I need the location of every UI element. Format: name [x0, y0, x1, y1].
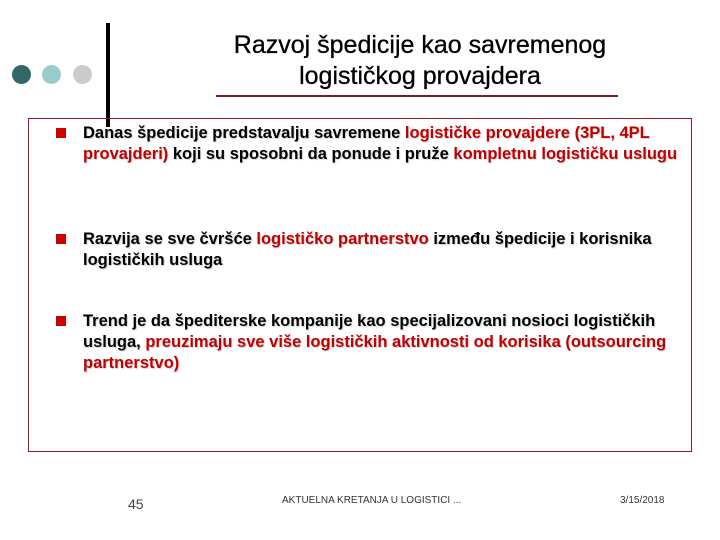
title-line-1: Razvoj špedicije kao savremenog	[233, 31, 607, 59]
highlight-segment: kompletnu logističku uslugu	[453, 145, 678, 163]
highlight-segment: logističko partnerstvo	[256, 230, 429, 248]
footer-page-number: 45	[128, 496, 144, 512]
bullet-square-icon	[56, 128, 66, 138]
decoration-dot-gray	[73, 65, 92, 84]
bullet-square-icon	[56, 316, 66, 326]
footer-date: 3/15/2018	[620, 495, 665, 506]
text-segment: Danas špedicije predstavalju savremene	[83, 124, 405, 142]
title-underline	[216, 95, 618, 97]
text-segment: koji su sposobni da ponude i pruže	[168, 145, 454, 163]
content-box	[28, 118, 692, 452]
bullet-text-2	[83, 229, 683, 271]
highlight-segment: logističke provajdere (3PL, 4PL provajderi)	[83, 124, 650, 163]
vertical-divider	[106, 23, 110, 127]
slide-title	[180, 30, 660, 92]
text-segment: Trend je da špediterske kompanije kao specijalizovani nosioci logističkih usluga,	[83, 312, 656, 351]
highlight-segment: preuzimaju sve više logističkih aktivnosti od korisika (outsourcing partnerstvo)	[83, 333, 667, 372]
text-segment: između špedicije i korisnika logističkih usluga	[83, 230, 652, 269]
footer-title: AKTUELNA KRETANJA U LOGISTICI ...	[282, 495, 462, 506]
decoration-dot-light-teal	[42, 65, 61, 84]
bullet-text-1	[83, 123, 683, 165]
text-segment: Razvija se sve čvršće	[83, 230, 257, 248]
title-line-2: logističkog provajdera	[299, 62, 541, 90]
decoration-dot-dark-teal	[12, 65, 31, 84]
bullet-square-icon	[56, 234, 66, 244]
bullet-text-3	[83, 311, 683, 374]
